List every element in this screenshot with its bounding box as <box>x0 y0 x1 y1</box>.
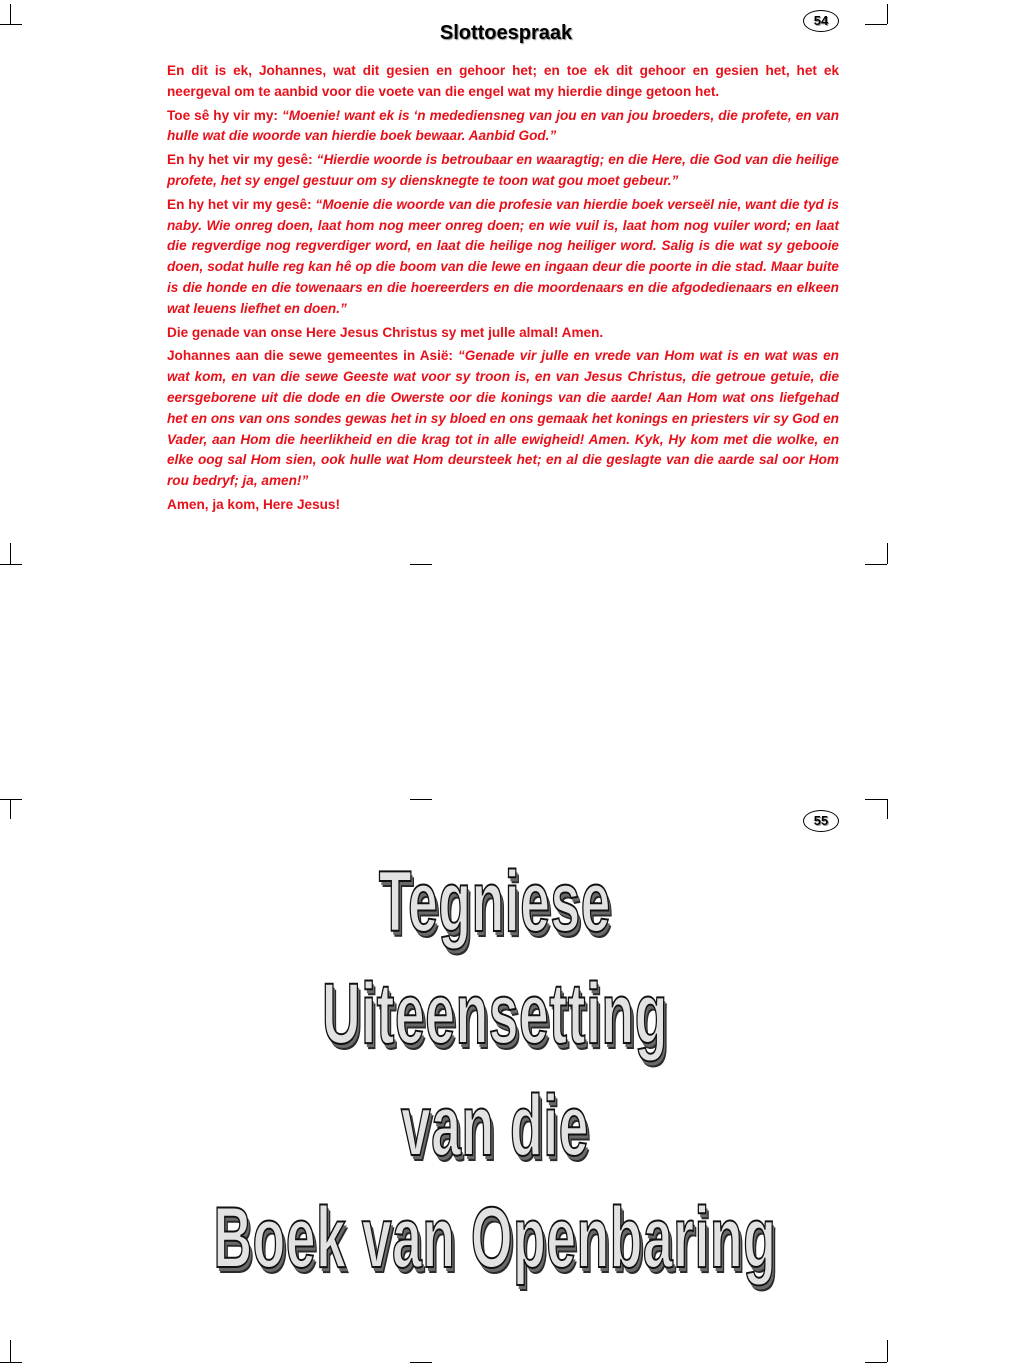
heading-line: Tegniese <box>378 854 612 950</box>
heading-line: Boek van Openbaring <box>213 1190 777 1286</box>
paragraph-lead: En hy het vir my gesê: <box>167 196 316 212</box>
paragraph-lead: Johannes aan die sewe gemeentes in Asië: <box>167 348 458 364</box>
paragraph-quote: “Moenie! want ek is ‘n medediensneg van jou en van jou broeders, die profete, en van hulle wat die woorde van hierdie boek bewaar. Aanbid God.” <box>167 107 839 144</box>
crop-mark <box>865 564 887 565</box>
crop-mark <box>10 799 11 819</box>
paragraph <box>167 495 839 516</box>
crop-mark <box>865 799 887 800</box>
paragraph <box>167 346 839 492</box>
crop-mark <box>10 543 11 564</box>
crop-mark <box>0 564 22 565</box>
paragraph-lead: Toe sê hy vir my: <box>167 107 282 123</box>
paragraph <box>167 323 839 344</box>
paragraph-lead: Die genade van onse Here Jesus Christus sy met julle almal! Amen. <box>167 324 604 340</box>
paragraph-quote: “Moenie die woorde van die profesie van hierdie boek verseël nie, want die tyd is naby. Wie onreg doen, laat hom nog meer onreg doen; en wie vuil is, laat hom nog vuiler word; en laat die regverdige nog regverdiger word, en laat die heilige nog heiliger word. Salig is die wat sy gebooie doen, sodat hulle reg kan hê op die boom van die lewe en ingaan deur die poorte in die stad. Maar buite is die honde en die towenaars en die hoereerders en die moordenaars en die afgodedienaars en elkeen wat leuens liefhet en doen.” <box>167 196 839 316</box>
section-heading <box>0 846 990 1294</box>
heading-line: Uiteensetting <box>322 966 668 1062</box>
paragraph <box>167 150 839 192</box>
crop-mark <box>887 799 888 819</box>
paragraph <box>167 61 839 103</box>
heading-line: van die <box>400 1078 590 1174</box>
paragraph-quote: “Genade vir julle en vrede van Hom wat is en wat was en wat kom, en van die sewe Geeste wat voor sy troon is, en van Jesus Christus, die getroue getuie, die eersgeborene uit die dode en die Owerste oor die konings van die aarde! Aan Hom wat ons liefgehad het en ons van ons sondes gewas het in sy bloed en ons gemaak het konings en priesters vir sy God en Vader, aan Hom die heerlikheid en die krag tot in alle ewigheid! Amen. Kyk, Hy kom met die wolke, en elke oog sal Hom sien, ook hulle wat Hom deursteek het; en al die geslagte van die aarde sal oor Hom rou bedryf; ja, amen!” <box>167 348 839 489</box>
paragraph <box>167 195 839 320</box>
crop-mark <box>887 1340 888 1362</box>
page-number-badge: 54 <box>803 10 839 32</box>
paragraph-lead: En dit is ek, Johannes, wat dit gesien en gehoor het; en toe ek dit gehoor en gesien het, het ek neergeval om te aanbid voor die voete van die engel wat my hierdie dinge getoon het. <box>167 63 839 99</box>
crop-mark <box>887 543 888 564</box>
crop-mark <box>887 4 888 24</box>
paragraph-quote: “Hierdie woorde is betroubaar en waaragtig; en die Here, die God van die heilige profete, het sy engel gestuur om sy diensknegte te toon wat gou moet gebeur.” <box>167 152 839 188</box>
scripture-text <box>167 61 839 519</box>
page-number-badge: 55 <box>803 810 839 832</box>
paragraph-lead: Amen, ja kom, Here Jesus! <box>167 496 341 512</box>
paragraph <box>167 106 839 148</box>
crop-mark <box>410 1362 432 1363</box>
crop-mark <box>410 799 432 800</box>
crop-mark <box>10 4 11 24</box>
crop-mark <box>0 1362 22 1363</box>
page-title: Slottoespraak <box>439 22 573 44</box>
crop-mark <box>0 799 22 800</box>
crop-mark <box>410 564 432 565</box>
crop-mark <box>10 1340 11 1362</box>
crop-mark <box>865 1362 887 1363</box>
paragraph-lead: En hy het vir my gesê: <box>167 152 317 168</box>
